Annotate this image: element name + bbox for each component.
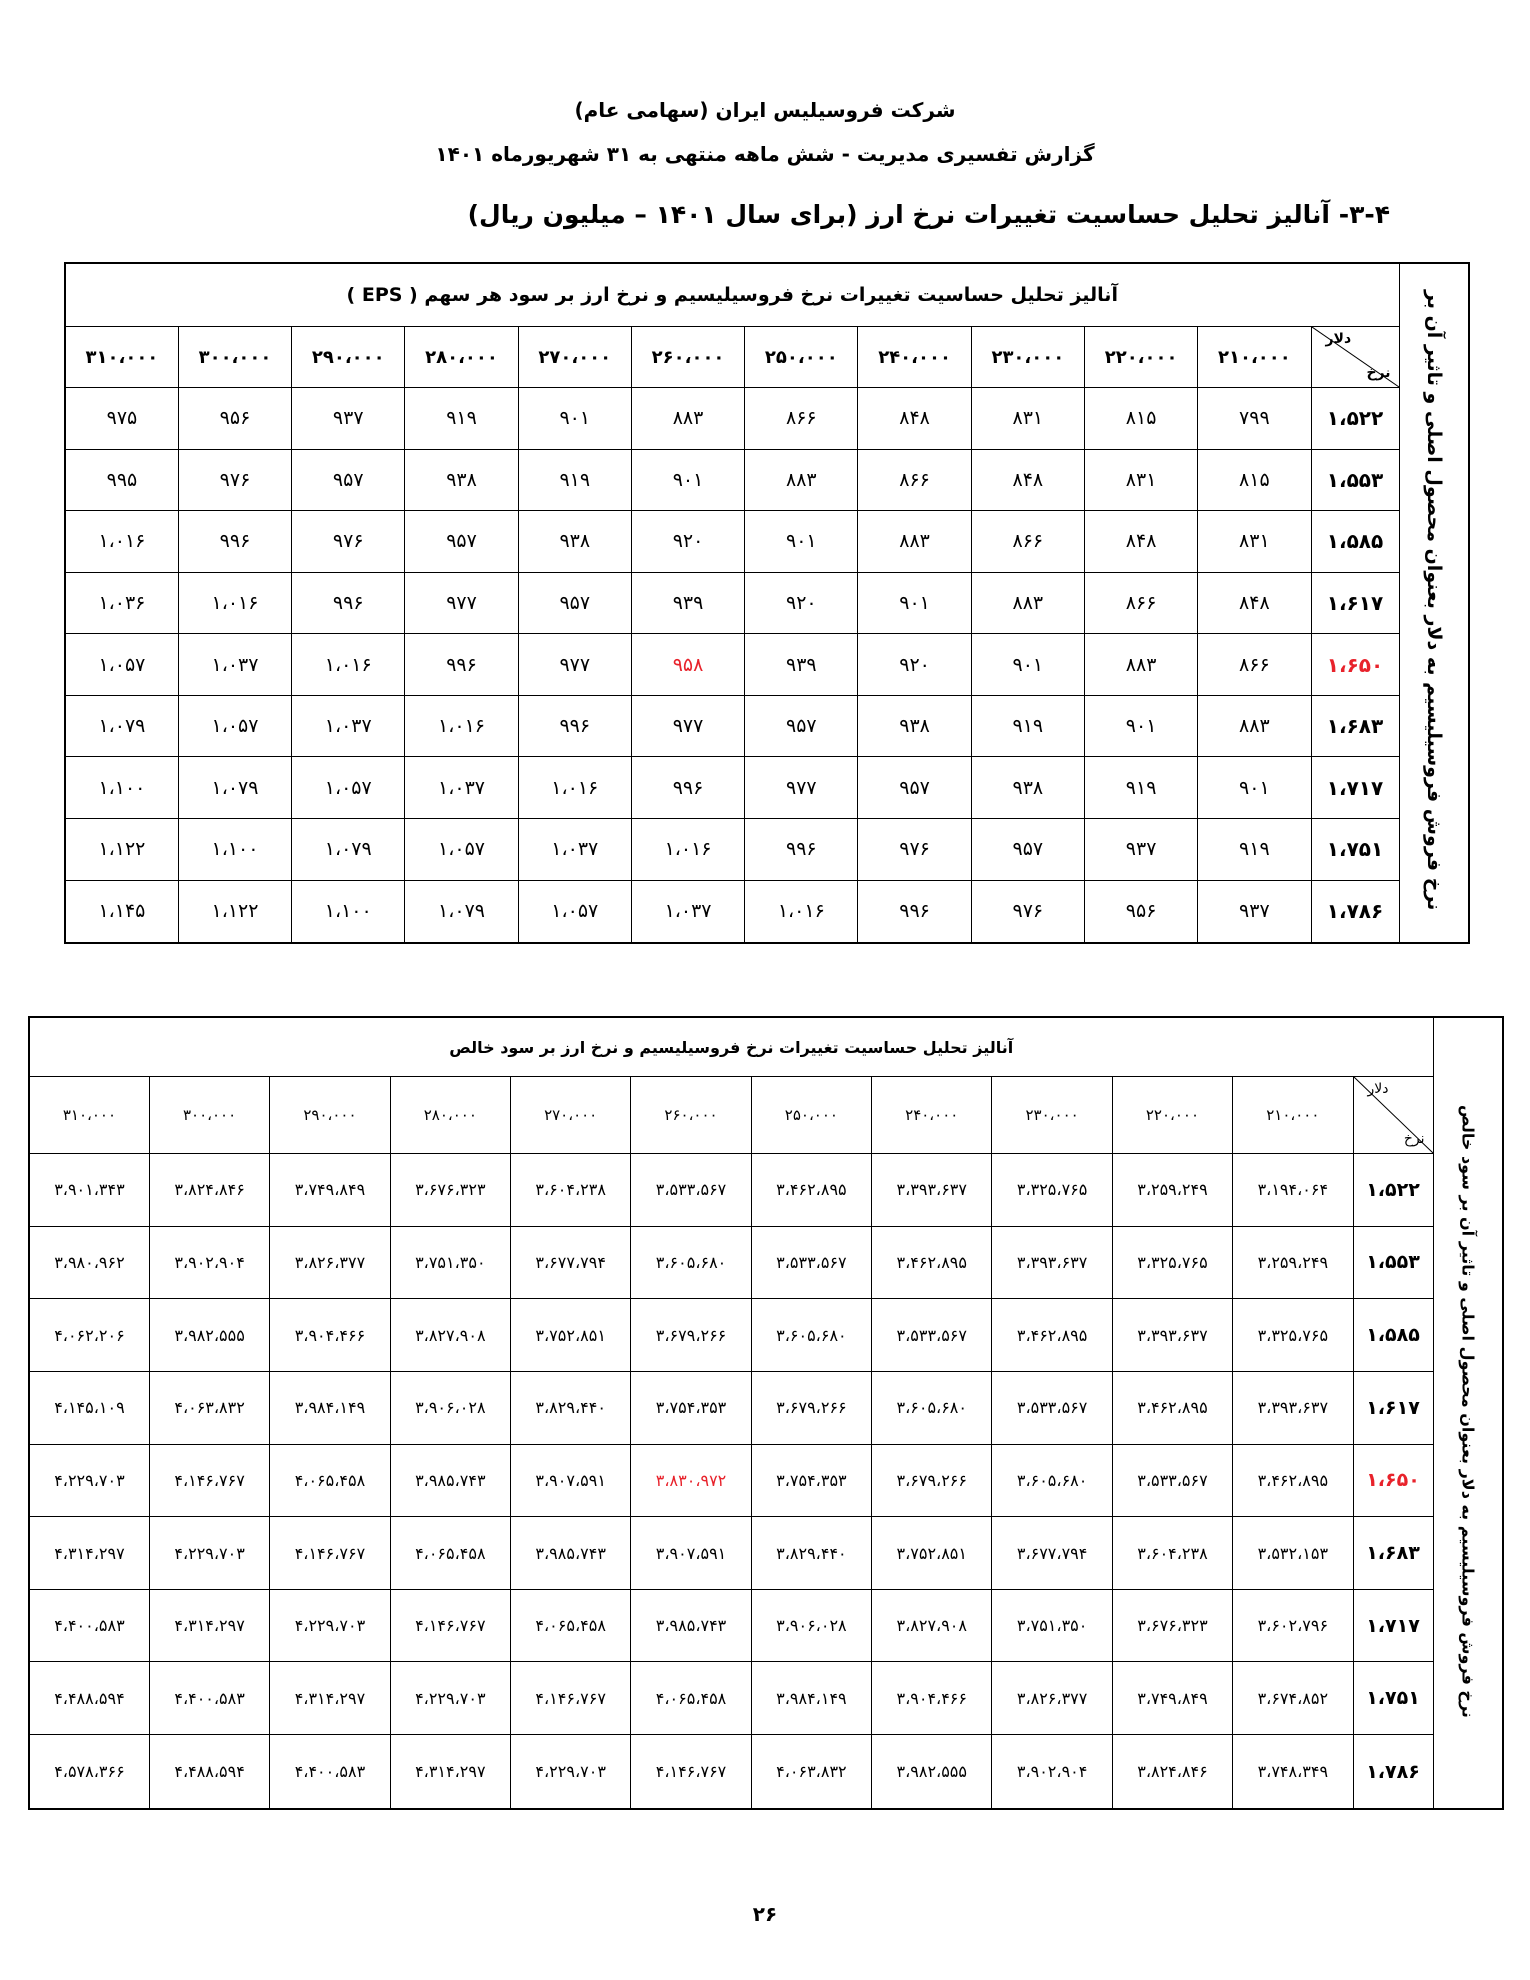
value-cell: ۹۵۷ <box>292 449 405 511</box>
value-cell: ۹۷۷ <box>631 695 744 757</box>
value-cell: ۴،۴۰۰،۵۸۳ <box>149 1662 269 1735</box>
value-cell: ۳،۹۰۴،۴۶۶ <box>270 1299 390 1372</box>
net-profit-table-body <box>29 1017 1503 1809</box>
value-cell: ۳،۸۲۶،۳۷۷ <box>992 1662 1112 1735</box>
value-cell: ۳،۷۴۹،۸۴۹ <box>1112 1662 1232 1735</box>
value-cell: ۱،۰۱۶ <box>518 757 631 819</box>
value-cell: ۳،۹۰۶،۰۲۸ <box>390 1371 510 1444</box>
value-cell: ۱،۱۰۰ <box>65 757 178 819</box>
table-row <box>29 1662 1503 1735</box>
value-cell: ۹۷۶ <box>178 449 291 511</box>
value-cell: ۳،۹۰۷،۵۹۱ <box>510 1444 630 1517</box>
value-cell: ۳،۶۷۹،۲۶۶ <box>631 1299 751 1372</box>
value-cell: ۳،۴۶۲،۸۹۵ <box>751 1154 871 1227</box>
column-header: ۳۰۰،۰۰۰ <box>149 1077 269 1154</box>
rate-cell: ۱،۶۸۳ <box>1311 695 1399 757</box>
column-header: ۳۱۰،۰۰۰ <box>29 1077 149 1154</box>
value-cell: ۴،۲۲۹،۷۰۳ <box>510 1735 630 1809</box>
column-header: ۲۳۰،۰۰۰ <box>992 1077 1112 1154</box>
value-cell: ۹۷۷ <box>405 572 518 634</box>
report-title: گزارش تفسیری مدیریت - شش ماهه منتهی به ۳۱ شهریورماه ۱۴۰۱ <box>435 142 1095 166</box>
value-cell: ۴،۰۶۲،۲۰۶ <box>29 1299 149 1372</box>
value-cell: ۸۱۵ <box>1198 449 1311 511</box>
value-cell: ۴،۰۶۵،۴۵۸ <box>510 1589 630 1662</box>
value-cell: ۹۰۱ <box>1084 695 1197 757</box>
value-cell: ۸۸۳ <box>971 572 1084 634</box>
value-cell: ۳،۷۵۲،۸۵۱ <box>510 1299 630 1372</box>
value-cell: ۳،۸۲۷،۹۰۸ <box>390 1299 510 1372</box>
value-cell: ۸۶۶ <box>858 449 971 511</box>
rate-cell: ۱،۶۵۰ <box>1311 634 1399 696</box>
value-cell: ۳،۶۷۷،۷۹۴ <box>510 1226 630 1299</box>
rate-cell: ۱،۶۵۰ <box>1353 1444 1433 1517</box>
value-cell: ۱،۰۵۷ <box>405 818 518 880</box>
value-cell: ۳،۷۴۹،۸۴۹ <box>270 1154 390 1227</box>
eps-sensitivity-table <box>64 262 1470 944</box>
value-cell: ۳،۳۲۵،۷۶۵ <box>1233 1299 1353 1372</box>
value-cell: ۱،۰۷۹ <box>65 695 178 757</box>
table-row <box>29 1735 1503 1809</box>
value-cell: ۳،۹۰۴،۴۶۶ <box>872 1662 992 1735</box>
value-cell: ۱،۰۵۷ <box>292 757 405 819</box>
value-cell: ۹۰۱ <box>631 449 744 511</box>
value-cell: ۱،۱۲۲ <box>178 880 291 943</box>
value-cell: ۱،۰۷۹ <box>178 757 291 819</box>
value-cell: ۴،۲۲۹،۷۰۳ <box>29 1444 149 1517</box>
value-cell: ۳،۳۹۳،۶۳۷ <box>992 1226 1112 1299</box>
value-cell: ۳،۹۸۵،۷۴۳ <box>390 1444 510 1517</box>
value-cell: ۱،۰۱۶ <box>178 572 291 634</box>
value-cell: ۹۰۱ <box>858 572 971 634</box>
table-row <box>29 1444 1503 1517</box>
value-cell: ۳،۷۵۱،۳۵۰ <box>390 1226 510 1299</box>
value-cell: ۱،۰۷۹ <box>292 818 405 880</box>
value-cell: ۹۵۷ <box>745 695 858 757</box>
value-cell: ۴،۵۷۸،۳۶۶ <box>29 1735 149 1809</box>
value-cell: ۸۶۶ <box>745 388 858 450</box>
value-cell: ۴،۴۰۰،۵۸۳ <box>29 1589 149 1662</box>
value-cell: ۳،۳۲۵،۷۶۵ <box>1112 1226 1232 1299</box>
value-cell: ۳،۲۵۹،۲۴۹ <box>1233 1226 1353 1299</box>
column-header: ۲۷۰،۰۰۰ <box>510 1077 630 1154</box>
value-cell: ۳،۸۲۷،۹۰۸ <box>872 1589 992 1662</box>
page-number: ۲۶ <box>752 1902 778 1926</box>
value-cell: ۸۸۳ <box>1084 634 1197 696</box>
net-profit-header-row <box>29 1077 1503 1154</box>
value-cell: ۹۳۷ <box>1084 818 1197 880</box>
value-cell: ۳،۶۷۶،۳۲۳ <box>390 1154 510 1227</box>
column-header: ۲۵۰،۰۰۰ <box>751 1077 871 1154</box>
value-cell: ۹۱۹ <box>971 695 1084 757</box>
value-cell: ۸۶۶ <box>1198 634 1311 696</box>
rate-cell: ۱،۵۵۳ <box>1311 449 1399 511</box>
column-header: ۲۴۰،۰۰۰ <box>858 327 971 388</box>
value-cell: ۳،۹۸۵،۷۴۳ <box>631 1589 751 1662</box>
value-cell: ۴،۰۶۵،۴۵۸ <box>270 1444 390 1517</box>
value-cell: ۴،۰۶۵،۴۵۸ <box>631 1662 751 1735</box>
value-cell: ۹۰۱ <box>971 634 1084 696</box>
net-profit-corner-cell <box>1353 1077 1433 1154</box>
value-cell: ۴،۱۴۶،۷۶۷ <box>270 1517 390 1590</box>
value-cell: ۹۷۶ <box>292 511 405 573</box>
value-cell: ۹۹۶ <box>292 572 405 634</box>
rate-cell: ۱،۶۱۷ <box>1311 572 1399 634</box>
value-cell: ۱،۱۲۲ <box>65 818 178 880</box>
value-cell: ۸۴۸ <box>1198 572 1311 634</box>
value-cell: ۹۹۶ <box>178 511 291 573</box>
value-cell: ۸۶۶ <box>1084 572 1197 634</box>
value-cell: ۳،۷۵۱،۳۵۰ <box>992 1589 1112 1662</box>
rate-cell: ۱،۶۸۳ <box>1353 1517 1433 1590</box>
value-cell: ۳،۹۰۲،۹۰۴ <box>149 1226 269 1299</box>
value-cell: ۳،۸۲۹،۴۴۰ <box>751 1517 871 1590</box>
value-cell: ۳،۶۷۷،۷۹۴ <box>992 1517 1112 1590</box>
value-cell: ۱،۰۱۶ <box>631 818 744 880</box>
value-cell: ۸۸۳ <box>631 388 744 450</box>
net-profit-corner-dollar: دلار <box>1367 1081 1389 1097</box>
net-profit-table-title: آنالیز تحلیل حساسیت تغییرات نرخ فروسیلیسیم و نرخ ارز بر سود خالص <box>29 1017 1433 1077</box>
table-row <box>65 757 1469 819</box>
value-cell: ۸۸۳ <box>1198 695 1311 757</box>
column-header: ۳۰۰،۰۰۰ <box>178 327 291 388</box>
table-row <box>29 1517 1503 1590</box>
value-cell: ۳،۸۲۴،۸۴۶ <box>1112 1735 1232 1809</box>
value-cell: ۳،۹۰۶،۰۲۸ <box>751 1589 871 1662</box>
column-header: ۳۱۰،۰۰۰ <box>65 327 178 388</box>
value-cell: ۸۳۱ <box>1084 449 1197 511</box>
column-header: ۲۶۰،۰۰۰ <box>631 327 744 388</box>
value-cell: ۴،۰۶۵،۴۵۸ <box>390 1517 510 1590</box>
value-cell: ۳،۵۳۲،۱۵۳ <box>1233 1517 1353 1590</box>
value-cell: ۹۵۷ <box>858 757 971 819</box>
value-cell: ۸۳۱ <box>1198 511 1311 573</box>
value-cell: ۳،۳۹۳،۶۳۷ <box>872 1154 992 1227</box>
table-row <box>65 449 1469 511</box>
rate-cell: ۱،۵۵۳ <box>1353 1226 1433 1299</box>
value-cell: ۹۳۹ <box>745 634 858 696</box>
value-cell: ۴،۲۲۹،۷۰۳ <box>270 1589 390 1662</box>
value-cell: ۳،۴۶۲،۸۹۵ <box>1233 1444 1353 1517</box>
table-row <box>29 1299 1503 1372</box>
column-header: ۲۸۰،۰۰۰ <box>405 327 518 388</box>
value-cell: ۹۰۱ <box>518 388 631 450</box>
value-cell: ۹۹۶ <box>858 880 971 943</box>
value-cell: ۴،۱۴۶،۷۶۷ <box>390 1589 510 1662</box>
value-cell: ۹۲۰ <box>858 634 971 696</box>
value-cell: ۴،۱۴۶،۷۶۷ <box>631 1735 751 1809</box>
value-cell: ۳،۵۳۳،۵۶۷ <box>872 1299 992 1372</box>
table-row <box>29 1589 1503 1662</box>
value-cell: ۳،۶۰۵،۶۸۰ <box>751 1299 871 1372</box>
column-header: ۲۷۰،۰۰۰ <box>518 327 631 388</box>
value-cell: ۹۹۵ <box>65 449 178 511</box>
net-profit-corner-rate: نرخ <box>1403 1131 1425 1147</box>
value-cell: ۹۳۷ <box>1198 880 1311 943</box>
value-cell: ۳،۶۷۹،۲۶۶ <box>751 1371 871 1444</box>
company-name: شرکت فروسیلیس ایران (سهامی عام) <box>574 98 956 122</box>
rate-cell: ۱،۷۵۱ <box>1311 818 1399 880</box>
value-cell: ۳،۵۳۳،۵۶۷ <box>992 1371 1112 1444</box>
value-cell: ۳،۱۹۴،۰۶۴ <box>1233 1154 1353 1227</box>
value-cell: ۹۳۸ <box>971 757 1084 819</box>
value-cell: ۸۴۸ <box>1084 511 1197 573</box>
value-cell: ۴،۴۰۰،۵۸۳ <box>270 1735 390 1809</box>
value-cell: ۹۵۶ <box>178 388 291 450</box>
value-cell: ۱،۰۱۶ <box>405 695 518 757</box>
value-cell: ۴،۳۱۴،۲۹۷ <box>29 1517 149 1590</box>
value-cell: ۹۷۷ <box>745 757 858 819</box>
value-cell: ۹۰۱ <box>745 511 858 573</box>
value-cell: ۳،۶۰۲،۷۹۶ <box>1233 1589 1353 1662</box>
value-cell: ۳،۹۰۲،۹۰۴ <box>992 1735 1112 1809</box>
value-cell: ۹۳۸ <box>858 695 971 757</box>
table-row <box>65 388 1469 450</box>
eps-corner-cell <box>1311 327 1399 388</box>
net-profit-sensitivity-table <box>28 1016 1504 1810</box>
value-cell: ۴،۳۱۴،۲۹۷ <box>149 1589 269 1662</box>
column-header: ۲۹۰،۰۰۰ <box>292 327 405 388</box>
table-row <box>65 511 1469 573</box>
value-cell: ۹۰۱ <box>1198 757 1311 819</box>
net-profit-side-label: نرخ فروش فروسیلیسیم به دلار بعنوان محصول اصلی و تاثیر آن بر سود خالص <box>1433 1017 1503 1809</box>
rate-cell: ۱،۷۱۷ <box>1353 1589 1433 1662</box>
value-cell: ۴،۰۶۳،۸۳۲ <box>149 1371 269 1444</box>
value-cell: ۳،۵۳۳،۵۶۷ <box>751 1226 871 1299</box>
table-row <box>65 695 1469 757</box>
value-cell: ۸۴۸ <box>971 449 1084 511</box>
column-header: ۲۸۰،۰۰۰ <box>390 1077 510 1154</box>
value-cell: ۳،۸۲۹،۴۴۰ <box>510 1371 630 1444</box>
value-cell: ۸۸۳ <box>858 511 971 573</box>
value-cell: ۳،۸۲۶،۳۷۷ <box>270 1226 390 1299</box>
value-cell: ۴،۲۲۹،۷۰۳ <box>149 1517 269 1590</box>
value-cell: ۳،۴۶۲،۸۹۵ <box>872 1226 992 1299</box>
value-cell: ۹۲۰ <box>745 572 858 634</box>
table-row <box>29 1154 1503 1227</box>
value-cell: ۱،۰۵۷ <box>65 634 178 696</box>
value-cell: ۳،۶۷۶،۳۲۳ <box>1112 1589 1232 1662</box>
value-cell: ۴،۱۴۶،۷۶۷ <box>149 1444 269 1517</box>
value-cell: ۱،۰۳۷ <box>178 634 291 696</box>
value-cell: ۱،۱۰۰ <box>178 818 291 880</box>
value-cell: ۳،۶۷۴،۸۵۲ <box>1233 1662 1353 1735</box>
value-cell: ۳،۶۰۵،۶۸۰ <box>631 1226 751 1299</box>
value-cell: ۸۸۳ <box>745 449 858 511</box>
column-header: ۲۶۰،۰۰۰ <box>631 1077 751 1154</box>
value-cell: ۹۳۷ <box>292 388 405 450</box>
value-cell: ۱،۰۱۶ <box>745 880 858 943</box>
value-cell: ۹۹۶ <box>745 818 858 880</box>
value-cell: ۳،۸۲۴،۸۴۶ <box>149 1154 269 1227</box>
value-cell: ۱،۱۴۵ <box>65 880 178 943</box>
section-heading: ۳-۴- آنالیز تحلیل حساسیت تغییرات نرخ ارز (برای سال ۱۴۰۱ – میلیون ریال) <box>467 200 1390 229</box>
value-cell: ۳،۶۰۴،۲۳۸ <box>1112 1517 1232 1590</box>
value-cell: ۳،۹۰۱،۳۴۳ <box>29 1154 149 1227</box>
eps-corner-dollar: دلار <box>1325 331 1352 347</box>
value-cell: ۹۱۹ <box>1198 818 1311 880</box>
column-header: ۲۹۰،۰۰۰ <box>270 1077 390 1154</box>
value-cell: ۳،۷۵۲،۸۵۱ <box>872 1517 992 1590</box>
value-cell: ۳،۹۸۵،۷۴۳ <box>510 1517 630 1590</box>
value-cell: ۴،۳۱۴،۲۹۷ <box>390 1735 510 1809</box>
eps-table-title: آنالیز تحلیل حساسیت تغییرات نرخ فروسیلیسیم و نرخ ارز بر سود هر سهم ( EPS ) <box>65 263 1399 327</box>
value-cell: ۳،۹۰۷،۵۹۱ <box>631 1517 751 1590</box>
value-cell: ۹۵۷ <box>405 511 518 573</box>
table-row <box>65 818 1469 880</box>
value-cell: ۹۷۷ <box>518 634 631 696</box>
value-cell: ۹۹۶ <box>518 695 631 757</box>
value-cell: ۳،۴۶۲،۸۹۵ <box>992 1299 1112 1372</box>
highlighted-value-cell: ۳،۸۳۰،۹۷۲ <box>631 1444 751 1517</box>
value-cell: ۹۷۵ <box>65 388 178 450</box>
column-header: ۲۱۰،۰۰۰ <box>1198 327 1311 388</box>
value-cell: ۱،۰۳۶ <box>65 572 178 634</box>
rate-cell: ۱،۵۲۲ <box>1311 388 1399 450</box>
value-cell: ۱،۰۷۹ <box>405 880 518 943</box>
value-cell: ۴،۲۲۹،۷۰۳ <box>390 1662 510 1735</box>
value-cell: ۳،۵۳۳،۵۶۷ <box>1112 1444 1232 1517</box>
rate-cell: ۱،۷۸۶ <box>1311 880 1399 943</box>
table-row <box>65 880 1469 943</box>
value-cell: ۳،۹۸۴،۱۴۹ <box>270 1371 390 1444</box>
table-row <box>65 572 1469 634</box>
column-header: ۲۲۰،۰۰۰ <box>1112 1077 1232 1154</box>
value-cell: ۱،۰۱۶ <box>65 511 178 573</box>
value-cell: ۱،۰۳۷ <box>518 818 631 880</box>
column-header: ۲۵۰،۰۰۰ <box>745 327 858 388</box>
value-cell: ۳،۹۸۲،۵۵۵ <box>872 1735 992 1809</box>
value-cell: ۳،۶۰۵،۶۸۰ <box>872 1371 992 1444</box>
value-cell: ۳،۹۸۰،۹۶۲ <box>29 1226 149 1299</box>
value-cell: ۹۷۶ <box>858 818 971 880</box>
value-cell: ۳،۶۰۵،۶۸۰ <box>992 1444 1112 1517</box>
value-cell: ۳،۴۶۲،۸۹۵ <box>1112 1371 1232 1444</box>
value-cell: ۱،۰۳۷ <box>405 757 518 819</box>
value-cell: ۱،۰۵۷ <box>518 880 631 943</box>
value-cell: ۸۳۱ <box>971 388 1084 450</box>
table-row <box>29 1226 1503 1299</box>
value-cell: ۴،۱۴۵،۱۰۹ <box>29 1371 149 1444</box>
value-cell: ۳،۷۵۴،۳۵۳ <box>631 1371 751 1444</box>
value-cell: ۳،۵۳۳،۵۶۷ <box>631 1154 751 1227</box>
table-row <box>65 634 1469 696</box>
value-cell: ۷۹۹ <box>1198 388 1311 450</box>
value-cell: ۸۶۶ <box>971 511 1084 573</box>
value-cell: ۹۱۹ <box>405 388 518 450</box>
value-cell: ۸۴۸ <box>858 388 971 450</box>
value-cell: ۴،۳۱۴،۲۹۷ <box>270 1662 390 1735</box>
value-cell: ۴،۴۸۸،۵۹۴ <box>29 1662 149 1735</box>
table-row <box>29 1371 1503 1444</box>
column-header: ۲۱۰،۰۰۰ <box>1233 1077 1353 1154</box>
value-cell: ۸۱۵ <box>1084 388 1197 450</box>
rate-cell: ۱،۷۵۱ <box>1353 1662 1433 1735</box>
value-cell: ۳،۷۵۴،۳۵۳ <box>751 1444 871 1517</box>
value-cell: ۱،۰۳۷ <box>631 880 744 943</box>
rate-cell: ۱،۷۸۶ <box>1353 1735 1433 1809</box>
value-cell: ۱،۱۰۰ <box>292 880 405 943</box>
value-cell: ۳،۶۰۴،۲۳۸ <box>510 1154 630 1227</box>
value-cell: ۹۳۸ <box>405 449 518 511</box>
value-cell: ۳،۷۴۸،۳۴۹ <box>1233 1735 1353 1809</box>
value-cell: ۳،۶۷۹،۲۶۶ <box>872 1444 992 1517</box>
column-header: ۲۳۰،۰۰۰ <box>971 327 1084 388</box>
eps-table-body <box>65 263 1469 943</box>
value-cell: ۳،۳۲۵،۷۶۵ <box>992 1154 1112 1227</box>
value-cell: ۱،۰۵۷ <box>178 695 291 757</box>
column-header: ۲۲۰،۰۰۰ <box>1084 327 1197 388</box>
column-header: ۲۴۰،۰۰۰ <box>872 1077 992 1154</box>
value-cell: ۴،۱۴۶،۷۶۷ <box>510 1662 630 1735</box>
value-cell: ۹۱۹ <box>518 449 631 511</box>
value-cell: ۹۹۶ <box>631 757 744 819</box>
value-cell: ۳،۹۸۴،۱۴۹ <box>751 1662 871 1735</box>
value-cell: ۳،۲۵۹،۲۴۹ <box>1112 1154 1232 1227</box>
eps-header-row <box>65 327 1469 388</box>
value-cell: ۹۲۰ <box>631 511 744 573</box>
value-cell: ۹۵۷ <box>518 572 631 634</box>
rate-cell: ۱،۷۱۷ <box>1311 757 1399 819</box>
value-cell: ۴،۴۸۸،۵۹۴ <box>149 1735 269 1809</box>
value-cell: ۱،۰۳۷ <box>292 695 405 757</box>
value-cell: ۹۳۹ <box>631 572 744 634</box>
value-cell: ۹۷۶ <box>971 880 1084 943</box>
value-cell: ۹۳۸ <box>518 511 631 573</box>
rate-cell: ۱،۵۸۵ <box>1311 511 1399 573</box>
value-cell: ۹۵۷ <box>971 818 1084 880</box>
value-cell: ۳،۹۸۲،۵۵۵ <box>149 1299 269 1372</box>
rate-cell: ۱،۶۱۷ <box>1353 1371 1433 1444</box>
value-cell: ۳،۳۹۳،۶۳۷ <box>1112 1299 1232 1372</box>
highlighted-value-cell: ۹۵۸ <box>631 634 744 696</box>
eps-side-label: نرخ فروش فروسیلیسیم به دلار بعنوان محصول اصلی و تاثیر آن بر <box>1399 263 1469 943</box>
value-cell: ۹۵۶ <box>1084 880 1197 943</box>
value-cell: ۹۱۹ <box>1084 757 1197 819</box>
value-cell: ۴،۰۶۳،۸۳۲ <box>751 1735 871 1809</box>
rate-cell: ۱،۵۸۵ <box>1353 1299 1433 1372</box>
rate-cell: ۱،۵۲۲ <box>1353 1154 1433 1227</box>
value-cell: ۱،۰۱۶ <box>292 634 405 696</box>
value-cell: ۳،۳۹۳،۶۳۷ <box>1233 1371 1353 1444</box>
eps-corner-rate: نرخ <box>1366 365 1391 381</box>
value-cell: ۹۹۶ <box>405 634 518 696</box>
